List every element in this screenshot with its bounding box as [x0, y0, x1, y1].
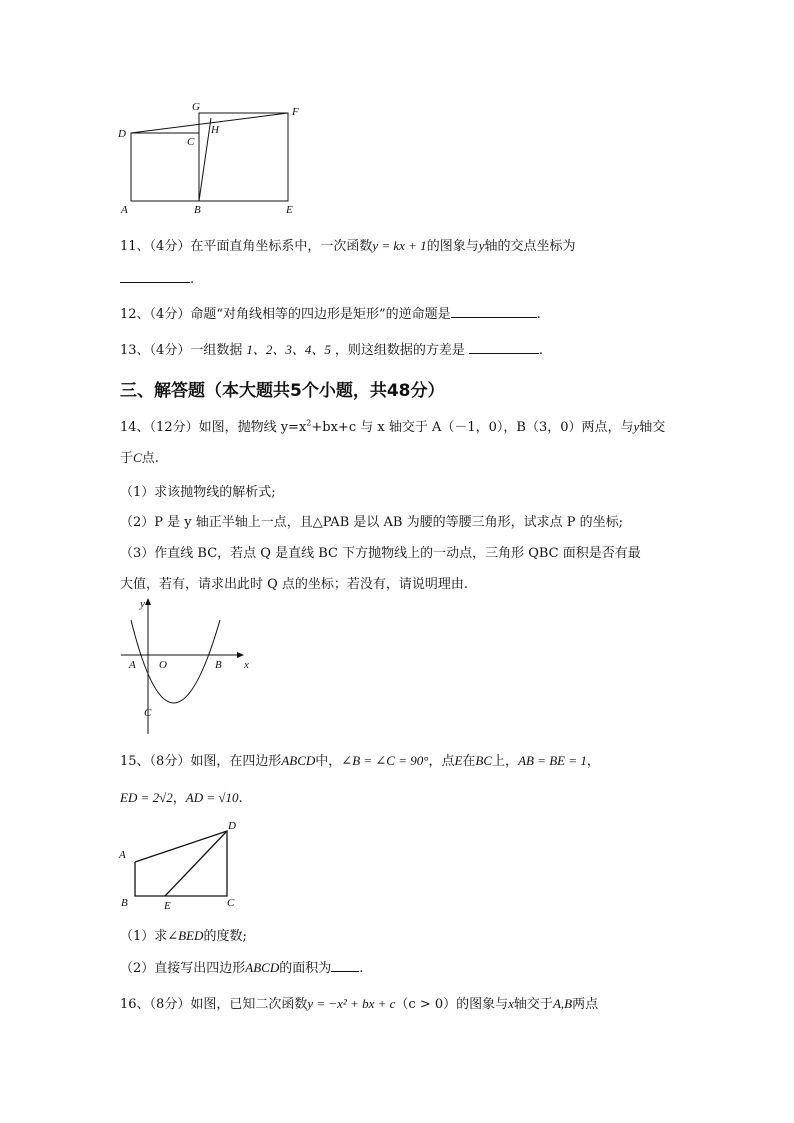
q11-mid: 的图象与: [426, 239, 479, 254]
q15-sep: ，: [172, 791, 186, 806]
q13-data: 1、2、3、4、5: [246, 342, 331, 357]
q15-line1d: 在: [462, 754, 476, 769]
q13-end: .: [538, 343, 543, 358]
label-B: B: [194, 204, 201, 216]
q16-cond: （c > 0）: [395, 997, 457, 1012]
label-B: B: [215, 659, 222, 671]
parabola-curve: [131, 620, 220, 703]
label-D: D: [228, 820, 236, 832]
label-C: C: [187, 136, 195, 148]
q15-p2-blank: [331, 959, 359, 972]
q15-BC: BC: [475, 753, 493, 768]
q12-blank: [451, 305, 537, 318]
q12-end: .: [536, 307, 541, 322]
q15-p2end: .: [359, 961, 364, 976]
q13-suffix: ，则这组数据的方差是: [334, 343, 465, 358]
q15-line1e: 上，: [492, 754, 519, 769]
q14-sup: 2: [306, 418, 312, 428]
q15-ed: ED = 2√2: [120, 790, 173, 805]
q14-part-3b: 大值，若有，请求出此时 Q 点的坐标；若没有，请说明理由.: [120, 577, 469, 592]
label-A: A: [129, 659, 136, 671]
question-13: [120, 339, 543, 358]
question-15: [120, 750, 600, 769]
parabola-figure: [115, 594, 265, 739]
axis-label-y: y: [140, 598, 145, 610]
q15-ab: AB = BE = 1: [518, 753, 587, 768]
q11-suffix: 轴的交点坐标为: [484, 239, 576, 254]
q15-part-1: [120, 925, 247, 944]
q14-line1c: 轴交: [639, 420, 666, 435]
q11-prefix: 11、（4分）在平面直角坐标系中，一次函数: [120, 239, 373, 254]
question-15-line2: [120, 787, 243, 806]
q11-var: y: [478, 238, 485, 253]
q15-line1f: ，: [586, 754, 600, 769]
q11-end: .: [190, 272, 195, 287]
label-E: E: [164, 900, 171, 912]
question-14-line2: [120, 447, 159, 466]
q14-part-3a: （3）作直线 BC，若点 Q 是直线 BC 下方抛物线上的一动点，三角形 QBC 面积是否有最: [120, 546, 641, 561]
axis-label-x: x: [244, 659, 249, 671]
q13-prefix: 13、（4分）一组数据: [120, 343, 243, 358]
section-3-title: 三、解答题（本大题共5个小题，共48分）: [120, 381, 445, 401]
q14-line1b: +bx+c 与 x 轴交于 A（－1，0），B（3，0）两点，与: [311, 420, 634, 435]
q14-line1a: 14、（12分）如图，抛物线 y=x: [120, 420, 307, 435]
q15-end: .: [238, 791, 243, 806]
q11-answer-line: [120, 270, 194, 287]
q16-xvar: x: [508, 996, 514, 1011]
q11-formula: y = kx + 1: [372, 238, 427, 253]
q15-part-2: [120, 957, 363, 976]
q15-p1angle: ∠BED: [167, 928, 204, 943]
q12-text: 12、（4分）命题“对角线相等的四边形是矩形”的逆命题是: [120, 307, 451, 322]
q16-d: 两点: [572, 997, 599, 1012]
label-G: G: [192, 101, 200, 113]
question-16: [120, 993, 598, 1012]
label-F: F: [292, 106, 299, 118]
q16-formula: y = −x² + bx + c: [307, 996, 396, 1011]
q15-p1a: （1）求: [120, 929, 168, 944]
q16-a: 16、（8分）如图，已知二次函数: [120, 997, 308, 1012]
q14-line1-var: y: [633, 419, 640, 434]
label-C: C: [227, 897, 235, 909]
q15-quad: ABCD: [281, 753, 316, 768]
quadrilateral-figure: [115, 817, 245, 917]
question-11: [120, 235, 576, 254]
q15-p1b: 的度数;: [203, 929, 247, 944]
rectangle-figure: [112, 96, 312, 221]
label-O: O: [159, 659, 167, 671]
q14-part-1: （1）求该抛物线的解析式;: [120, 485, 276, 500]
q14-part-2: （2）P 是 y 轴正半轴上一点，且△PAB 是以 AB 为腰的等腰三角形，试求点 P 的坐标;: [120, 515, 623, 530]
q15-line1a: 15、（8分）如图，在四边形: [120, 754, 282, 769]
q15-E: E: [454, 753, 463, 768]
q13-blank: [469, 341, 539, 354]
q16-c: 轴交于: [513, 997, 553, 1012]
q16-pts: A,B: [552, 996, 573, 1011]
label-H: H: [211, 124, 219, 136]
q15-ad: AD = √10: [185, 790, 239, 805]
q15-p2quad: ABCD: [245, 960, 280, 975]
label-D: D: [118, 128, 126, 140]
q15-line1b: 中，: [315, 754, 342, 769]
label-A: A: [121, 204, 128, 216]
q15-line1c: ，点: [428, 754, 455, 769]
q16-b: 的图象与: [456, 997, 509, 1012]
q15-angle: ∠B = ∠C = 90°: [341, 753, 429, 768]
q15-p2a: （2）直接写出四边形: [120, 961, 246, 976]
label-E: E: [286, 204, 293, 216]
q15-p2b: 的面积为: [279, 961, 332, 976]
q11-blank: [120, 270, 190, 283]
label-C: C: [144, 707, 152, 719]
q14-line2-var: C: [133, 450, 142, 465]
q14-line2b: 点.: [141, 451, 159, 466]
label-A: A: [119, 849, 126, 861]
label-B: B: [121, 897, 128, 909]
question-12: [120, 303, 541, 322]
q14-line2a: 于: [120, 451, 134, 466]
question-14: [120, 416, 665, 435]
